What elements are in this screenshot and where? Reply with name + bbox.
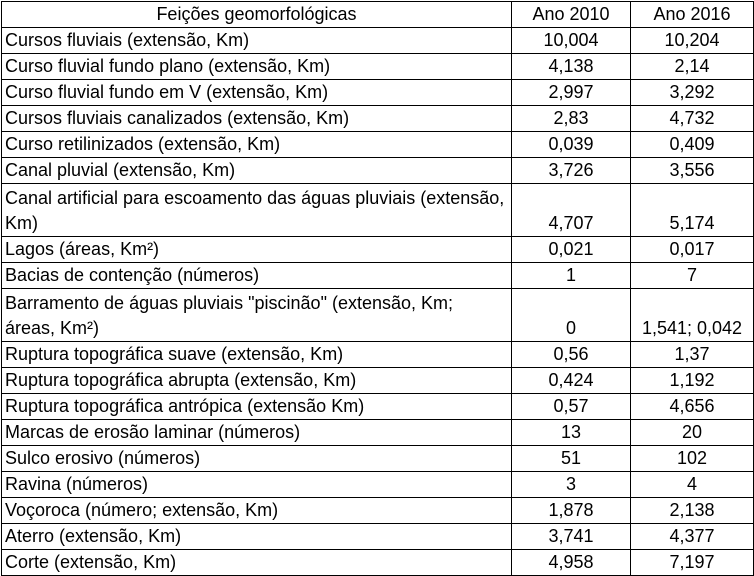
value-2010-cell: 0,56	[512, 342, 631, 368]
value-2010-cell: 0,039	[512, 132, 631, 158]
feature-cell: Sulco erosivo (números)	[2, 446, 512, 472]
value-2016-cell: 2,138	[631, 498, 754, 524]
table-row	[2, 394, 754, 420]
feature-cell: Cursos fluviais canalizados (extensão, Km)	[2, 106, 512, 132]
feature-cell: Corte (extensão, Km)	[2, 550, 512, 576]
feature-cell: Bacias de contenção (números)	[2, 263, 512, 289]
value-2010-cell: 0,57	[512, 394, 631, 420]
value-2010-cell: 1	[512, 263, 631, 289]
value-2010-cell: 51	[512, 446, 631, 472]
value-2016-cell: 0,017	[631, 237, 754, 263]
value-2016-cell: 10,204	[631, 28, 754, 54]
value-2016-cell: 7,197	[631, 550, 754, 576]
feature-cell: Cursos fluviais (extensão, Km)	[2, 28, 512, 54]
feature-cell: Voçoroca (número; extensão, Km)	[2, 498, 512, 524]
value-2010-cell: 13	[512, 420, 631, 446]
value-2010-cell: 2,997	[512, 80, 631, 106]
value-2016-cell: 4	[631, 472, 754, 498]
table-row	[2, 446, 754, 472]
table-row	[2, 263, 754, 289]
table-row	[2, 498, 754, 524]
value-2010-cell: 0,424	[512, 368, 631, 394]
value-2010-cell: 3	[512, 472, 631, 498]
table-row	[2, 342, 754, 368]
value-2010-cell: 0,021	[512, 237, 631, 263]
value-2010-cell: 4,707	[512, 184, 631, 237]
feature-cell: Canal artificial para escoamento das águas pluviais (extensão, Km)	[2, 184, 512, 237]
value-2010-cell: 1,878	[512, 498, 631, 524]
value-2010-cell: 3,726	[512, 158, 631, 184]
value-2016-cell: 1,192	[631, 368, 754, 394]
value-2010-cell: 4,958	[512, 550, 631, 576]
value-2016-cell: 4,732	[631, 106, 754, 132]
feature-cell: Ruptura topográfica suave (extensão, Km)	[2, 342, 512, 368]
feature-cell: Barramento de águas pluviais "piscinão" (extensão, Km; áreas, Km²)	[2, 289, 512, 342]
feature-cell: Lagos (áreas, Km²)	[2, 237, 512, 263]
table-row	[2, 472, 754, 498]
table-row	[2, 158, 754, 184]
value-2010-cell: 0	[512, 289, 631, 342]
header-feature: Feições geomorfológicas	[2, 2, 512, 28]
value-2016-cell: 102	[631, 446, 754, 472]
table-row	[2, 106, 754, 132]
value-2016-cell: 1,541; 0,042	[631, 289, 754, 342]
value-2016-cell: 0,409	[631, 132, 754, 158]
table-row	[2, 132, 754, 158]
value-2010-cell: 10,004	[512, 28, 631, 54]
feature-cell: Canal pluvial (extensão, Km)	[2, 158, 512, 184]
table-header-row	[2, 2, 754, 28]
table-row	[2, 524, 754, 550]
table-body	[2, 28, 754, 576]
value-2016-cell: 4,656	[631, 394, 754, 420]
feature-cell: Aterro (extensão, Km)	[2, 524, 512, 550]
feature-cell: Ravina (números)	[2, 472, 512, 498]
feature-cell: Curso fluvial fundo plano (extensão, Km)	[2, 54, 512, 80]
feature-cell: Curso retilinizados (extensão, Km)	[2, 132, 512, 158]
geomorphology-table	[1, 1, 754, 576]
value-2016-cell: 1,37	[631, 342, 754, 368]
value-2016-cell: 20	[631, 420, 754, 446]
value-2010-cell: 3,741	[512, 524, 631, 550]
value-2016-cell: 7	[631, 263, 754, 289]
table-row	[2, 237, 754, 263]
value-2016-cell: 4,377	[631, 524, 754, 550]
feature-cell: Curso fluvial fundo em V (extensão, Km)	[2, 80, 512, 106]
value-2010-cell: 4,138	[512, 54, 631, 80]
feature-cell: Marcas de erosão laminar (números)	[2, 420, 512, 446]
table-row	[2, 420, 754, 446]
table-row	[2, 28, 754, 54]
feature-cell: Ruptura topográfica abrupta (extensão, Km)	[2, 368, 512, 394]
header-year-2016: Ano 2016	[631, 2, 754, 28]
table-row	[2, 184, 754, 237]
feature-cell: Ruptura topográfica antrópica (extensão Km)	[2, 394, 512, 420]
table-row	[2, 80, 754, 106]
value-2016-cell: 3,556	[631, 158, 754, 184]
value-2016-cell: 5,174	[631, 184, 754, 237]
table-row	[2, 368, 754, 394]
value-2016-cell: 2,14	[631, 54, 754, 80]
table-row	[2, 289, 754, 342]
header-year-2010: Ano 2010	[512, 2, 631, 28]
value-2010-cell: 2,83	[512, 106, 631, 132]
table-row	[2, 54, 754, 80]
value-2016-cell: 3,292	[631, 80, 754, 106]
